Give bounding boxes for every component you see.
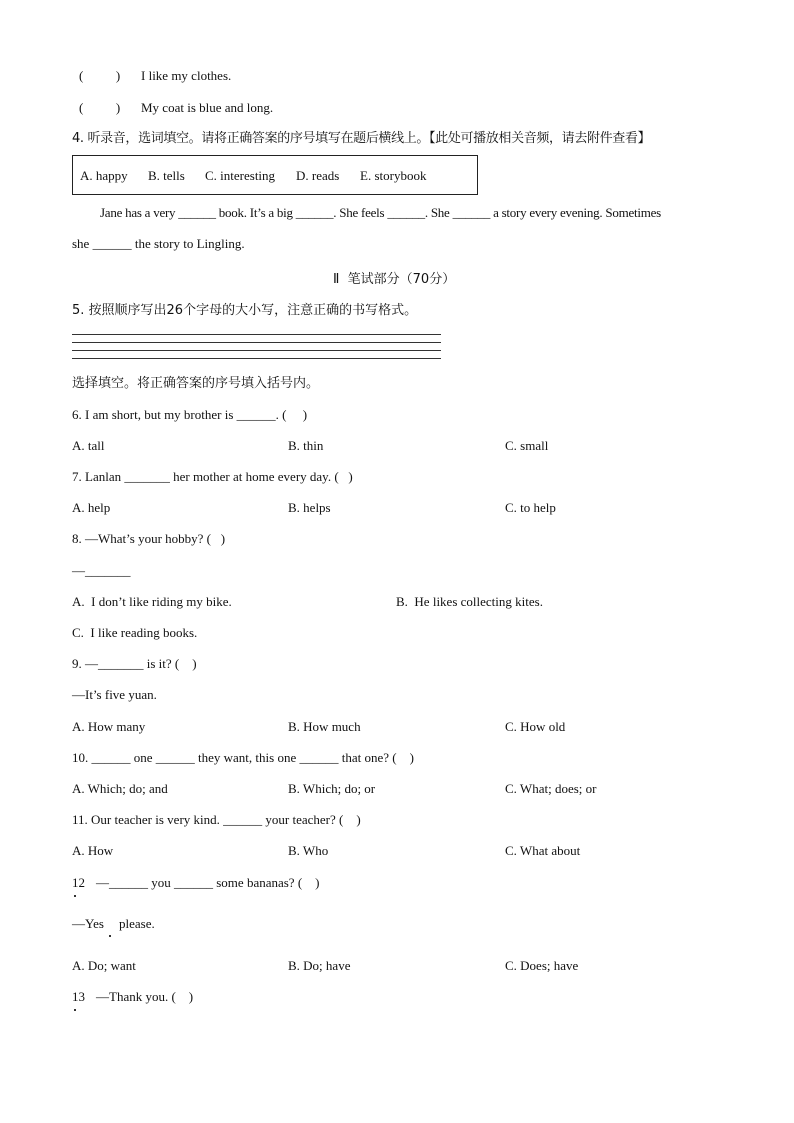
q10-stem: 10. ______ one ______ they want, this one ______ that one? ( ) <box>72 750 414 765</box>
q4-option-c: C. interesting <box>205 168 276 183</box>
q12-option-a[interactable]: A. Do; want <box>72 958 136 973</box>
q8-stem: 8. —What’s your hobby? ( ) <box>72 531 226 546</box>
q9-option-b[interactable]: B. How much <box>288 719 361 734</box>
q7-option-c[interactable]: C. to help <box>505 500 556 515</box>
q12-reply-comma <box>109 935 111 937</box>
q6-option-c[interactable]: C. small <box>505 438 549 453</box>
q4-option-d: D. reads <box>296 168 340 183</box>
q8-option-b[interactable]: B. He likes collecting kites. <box>396 594 543 609</box>
q13-number: 13 <box>72 989 85 1004</box>
q4-option-a: A. happy <box>80 168 128 183</box>
q4-option-e: E. storybook <box>360 168 427 183</box>
q4-option-b: B. tells <box>148 168 185 183</box>
q12-number: 12 <box>72 875 85 890</box>
q11-option-b[interactable]: B. Who <box>288 843 329 858</box>
writing-line-1[interactable] <box>72 334 441 335</box>
section-title: Ⅱ 笔试部分（70分） <box>333 272 456 287</box>
q8-option-c[interactable]: C. I like reading books. <box>72 625 198 640</box>
writing-line-4 <box>72 358 441 359</box>
judge-text-2: My coat is blue and long. <box>141 100 274 115</box>
q9-stem: 9. —_______ is it? ( ) <box>72 656 197 671</box>
q9-option-c[interactable]: C. How old <box>505 719 566 734</box>
q4-passage-line-2: she ______ the story to Lingling. <box>72 236 245 251</box>
q10-option-c[interactable]: C. What; does; or <box>505 781 597 796</box>
q7-option-b[interactable]: B. helps <box>288 500 331 515</box>
q7-stem: 7. Lanlan _______ her mother at home every day. ( ) <box>72 469 353 484</box>
q10-option-b[interactable]: B. Which; do; or <box>288 781 376 796</box>
choose-instruction: 选择填空。将正确答案的序号填入括号内。 <box>72 376 320 391</box>
q6-stem: 6. I am short, but my brother is ______. ( ) <box>72 407 308 422</box>
q11-option-c[interactable]: C. What about <box>505 843 581 858</box>
q11-option-a[interactable]: A. How <box>72 843 114 858</box>
q6-option-a[interactable]: A. tall <box>72 438 105 453</box>
writing-line-3 <box>72 350 441 351</box>
q4-title: 4. 听录音，选词填空。请将正确答案的序号填写在题后横线上。【此处可播放相关音频，请去附件查看】 <box>72 131 651 146</box>
q10-option-a[interactable]: A. Which; do; and <box>72 781 168 796</box>
q12-reply-end: please. <box>119 916 155 931</box>
q11-stem: 11. Our teacher is very kind. ______ your teacher? ( ) <box>72 812 361 827</box>
q12-number-dot <box>74 895 76 897</box>
q6-option-b[interactable]: B. thin <box>288 438 324 453</box>
q4-passage-line-1: Jane has a very ______ book. It’s a big ______. She feels ______. She ______ a story every evening. Sometimes <box>100 205 661 220</box>
q12-reply-start: —Yes <box>72 916 104 931</box>
q7-option-a[interactable]: A. help <box>72 500 111 515</box>
q9-option-a[interactable]: A. How many <box>72 719 146 734</box>
judge-text-1: I like my clothes. <box>141 68 232 83</box>
q5-title: 5. 按照顺序写出26个字母的大小写，注意正确的书写格式。 <box>72 303 418 318</box>
q12-stem: —______ you ______ some bananas? ( ) <box>96 875 320 890</box>
q13-stem: —Thank you. ( ) <box>96 989 194 1004</box>
judge-paren-2[interactable]: ( ) <box>79 100 121 115</box>
q13-number-dot <box>74 1009 76 1011</box>
judge-paren-1[interactable]: ( ) <box>79 68 121 83</box>
q8-answer-line[interactable]: —_______ <box>72 563 131 578</box>
writing-line-2 <box>72 342 441 343</box>
q8-option-a[interactable]: A. I don’t like riding my bike. <box>72 594 232 609</box>
q9-reply: —It’s five yuan. <box>72 687 157 702</box>
q12-option-c[interactable]: C. Does; have <box>505 958 579 973</box>
q12-option-b[interactable]: B. Do; have <box>288 958 351 973</box>
